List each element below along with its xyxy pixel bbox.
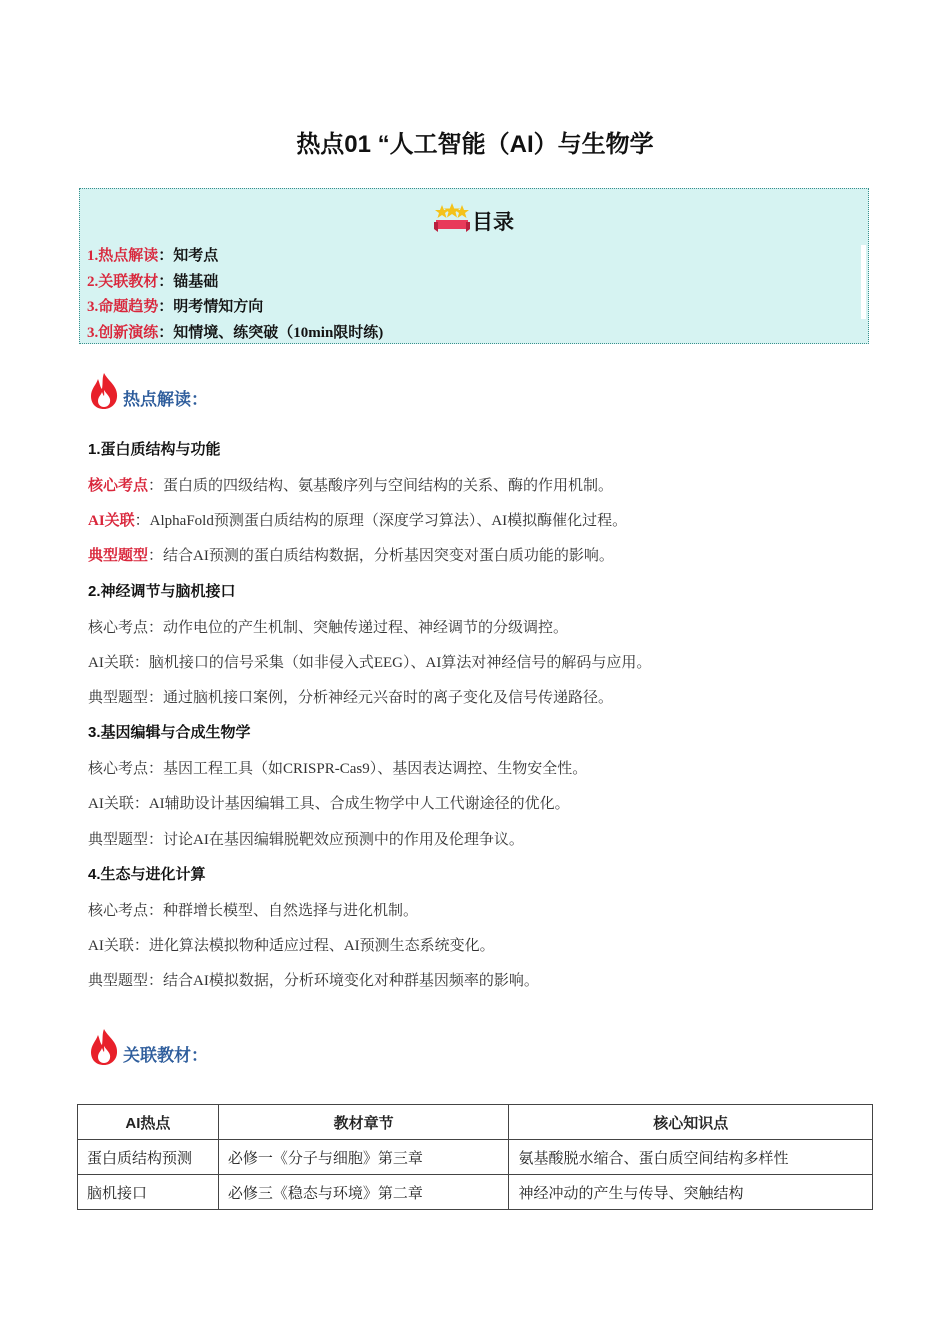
flame-icon	[88, 1028, 120, 1066]
table-cell: 脑机接口	[78, 1175, 219, 1210]
toc-heading	[80, 203, 868, 239]
table-row	[78, 1140, 873, 1175]
paragraph-line: AI关联：AI辅助设计基因编辑工具、合成生物学中人工代谢途径的优化。	[88, 796, 570, 812]
ribbon-stars-icon	[434, 203, 470, 239]
topic-title: 1.蛋白质结构与功能	[88, 441, 221, 458]
column-header: 核心知识点	[509, 1105, 873, 1140]
column-header: 教材章节	[218, 1105, 509, 1140]
toc-item: 1.热点解读：知考点	[87, 248, 219, 264]
topic-title: 2.神经调节与脑机接口	[88, 583, 236, 600]
table-cell: 必修三《稳态与环境》第二章	[218, 1175, 509, 1210]
table-cell: 氨基酸脱水缩合、蛋白质空间结构多样性	[509, 1140, 873, 1175]
flame-icon	[88, 372, 120, 410]
page-title: 热点01 “人工智能（AI）与生物学	[296, 131, 654, 158]
paragraph-line: 核心考点：基因工程工具（如CRISPR-Cas9）、基因表达调控、生物安全性。	[88, 761, 588, 777]
toc-item: 3.命题趋势：明考情知方向	[87, 299, 264, 315]
paragraph-line: 核心考点：蛋白质的四级结构、氨基酸序列与空间结构的关系、酶的作用机制。	[88, 478, 614, 494]
paragraph-line: 核心考点：动作电位的产生机制、突触传递过程、神经调节的分级调控。	[88, 620, 569, 636]
section-heading-text: 热点解读：	[123, 390, 208, 409]
paragraph-line: AI关联：进化算法模拟物种适应过程、AI预测生态系统变化。	[88, 938, 495, 954]
section-heading-text: 关联教材：	[123, 1046, 208, 1065]
toc-edge-mark	[861, 245, 866, 319]
table-of-contents	[79, 188, 869, 344]
table-cell: 蛋白质结构预测	[78, 1140, 219, 1175]
table-cell: 神经冲动的产生与传导、突触结构	[509, 1175, 873, 1210]
textbook-table	[77, 1104, 873, 1210]
column-header: AI热点	[78, 1105, 219, 1140]
paragraph-line: 核心考点：种群增长模型、自然选择与进化机制。	[88, 903, 419, 919]
topic-title: 3.基因编辑与合成生物学	[88, 724, 251, 741]
toc-heading-text: 目录	[472, 211, 514, 234]
paragraph-line: AI关联：AlphaFold预测蛋白质结构的原理（深度学习算法）、AI模拟酶催化过程。	[88, 513, 628, 529]
paragraph-line: AI关联：脑机接口的信号采集（如非侵入式EEG）、AI算法对神经信号的解码与应用。	[88, 655, 652, 671]
paragraph-line: 典型题型：讨论AI在基因编辑脱靶效应预测中的作用及伦理争议。	[88, 832, 524, 848]
toc-item: 2.关联教材：锚基础	[87, 273, 219, 290]
table-header-row	[78, 1105, 873, 1140]
table-row	[78, 1175, 873, 1210]
toc-item: 3.创新演练：知情境、练突破（10min限时练)	[87, 324, 384, 341]
topic-title: 4.生态与进化计算	[88, 866, 206, 883]
toc-list	[87, 244, 383, 346]
paragraph-line: 典型题型：通过脑机接口案例，分析神经元兴奋时的离子变化及信号传递路径。	[88, 690, 614, 706]
table-cell: 必修一《分子与细胞》第三章	[218, 1140, 509, 1175]
paragraph-line: 典型题型：结合AI预测的蛋白质结构数据，分析基因突变对蛋白质功能的影响。	[88, 548, 614, 564]
paragraph-line: 典型题型：结合AI模拟数据，分析环境变化对种群基因频率的影响。	[88, 973, 539, 989]
